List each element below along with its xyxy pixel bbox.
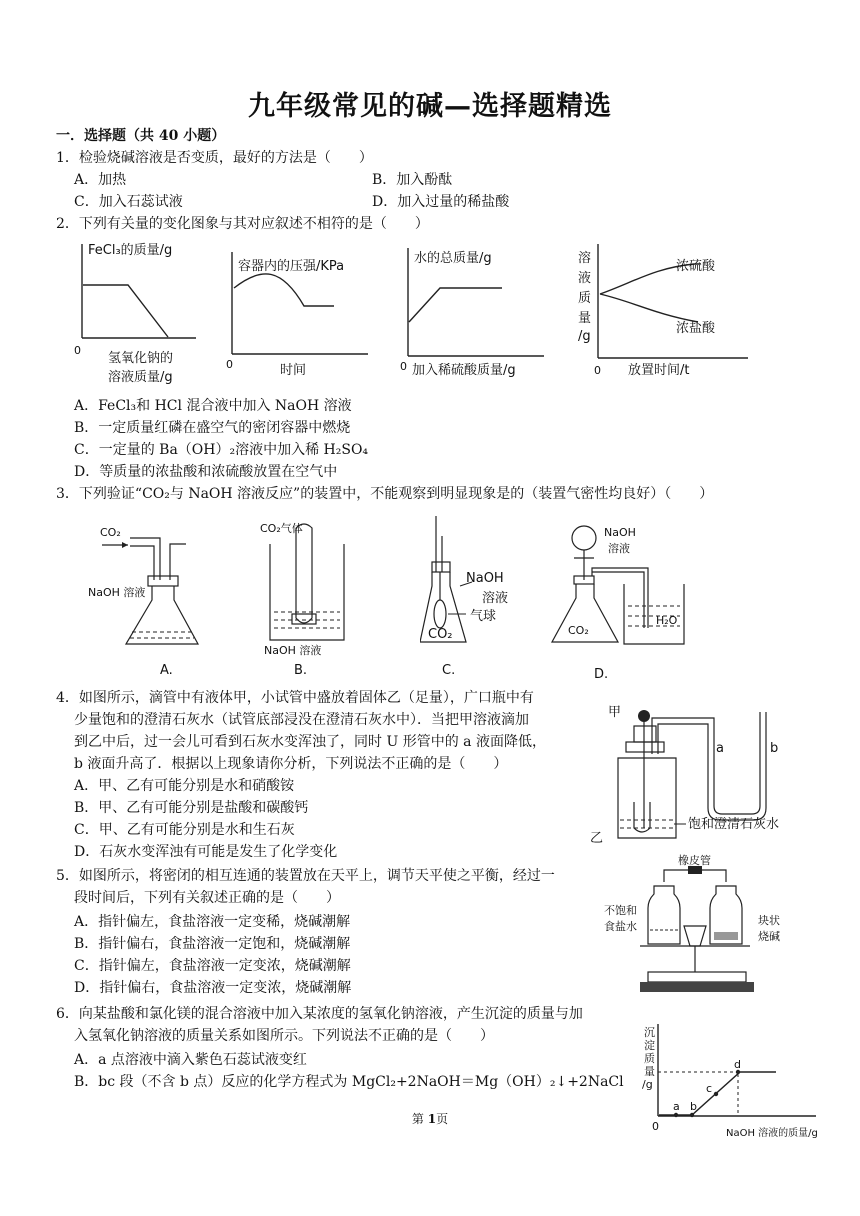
q5-right-label-1: 块状 — [758, 914, 780, 927]
q3-a-co2-label: CO₂ — [100, 526, 121, 539]
q4-option-a: A．甲、乙有可能分别是水和硝酸铵 — [74, 778, 295, 794]
q4-stem-line-3: 到乙中后，过一会儿可看到石灰水变浑浊了，同时 U 形管中的 a 液面降低， — [74, 734, 546, 750]
q2-graph-2-xlabel: 时间 — [280, 363, 307, 378]
q4-option-d: D．石灰水变浑浊有可能是发生了化学变化 — [74, 844, 338, 860]
q2-graph-4 — [574, 242, 750, 382]
q5-stem-line-1: 5．如图所示，将密闭的相互连通的装置放在天平上，调节天平使之平衡，经过一 — [56, 868, 555, 884]
q2-graph-4-ylabel-1: 溶 — [578, 251, 592, 266]
q2-graph-4-ylabel-4: 量 — [578, 311, 592, 326]
footer-suffix: 页 — [436, 1112, 449, 1126]
q1-option-a: A．加热 — [74, 172, 127, 188]
q2-option-a: A．FeCl₃和 HCl 混合液中加入 NaOH 溶液 — [74, 398, 352, 414]
q4-stem-line-1: 4．如图所示，滴管中有液体甲，小试管中盛放着固体乙（足量），广口瓶中有 — [56, 690, 534, 706]
q6-option-a: A．a 点溶液中滴入紫色石蕊试液变红 — [74, 1052, 307, 1068]
q1-stem: 1．检验烧碱溶液是否变质，最好的方法是（ ） — [56, 150, 373, 166]
q6-stem-line-1: 6．向某盐酸和氯化镁的混合溶液中加入某浓度的氢氧化钠溶液，产生沉淀的质量与加 — [56, 1006, 583, 1022]
q3-b-gas-label: CO₂气体 — [260, 522, 303, 535]
q3-a-label: A. — [160, 663, 173, 678]
footer-prefix: 第 — [411, 1112, 428, 1126]
q5-right-label-2: 烧碱 — [758, 930, 780, 943]
q2-graph-1-ylabel: FeCl₃的质量/g — [88, 243, 173, 258]
q2-graph-4-ylabel-2: 液 — [578, 271, 592, 286]
q6-origin: 0 — [652, 1120, 659, 1133]
page-number: 1 — [427, 1112, 437, 1126]
q2-graph-3-ylabel: 水的总质量/g — [414, 251, 492, 266]
q5-option-a: A．指针偏左，食盐溶液一定变稀，烧碱潮解 — [74, 914, 351, 930]
q4-option-c: C．甲、乙有可能分别是水和生石灰 — [74, 822, 295, 838]
q6-ylabel-3: 质 — [644, 1052, 655, 1065]
q3-d-co2-label: CO₂ — [568, 624, 589, 637]
q3-d-water-label: H₂O — [656, 614, 678, 627]
q2-graph-2-origin: 0 — [226, 358, 233, 371]
q3-c-naoh-label: NaOH — [466, 571, 504, 586]
q3-apparatus-d — [548, 520, 724, 680]
q1-option-d: D．加入过量的稀盐酸 — [372, 194, 510, 210]
q5-stem-line-2: 段时间后，下列有关叙述正确的是（ ） — [74, 890, 340, 906]
q4-stem-line-4: b 液面升高了．根据以上现象请你分析，下列说法不正确的是（ ） — [74, 756, 508, 772]
q5-option-d: D．指针偏右，食盐溶液一定变浓，烧碱潮解 — [74, 980, 352, 996]
q3-apparatus-a — [88, 520, 218, 680]
q6-xlabel: NaOH 溶液的质量/g — [726, 1128, 818, 1139]
q3-c-co2-label: CO₂ — [428, 627, 453, 642]
q4-stem-line-2: 少量饱和的澄清石灰水（试管底部浸没在澄清石灰水中）．当把甲溶液滴加 — [74, 712, 529, 728]
q3-b-solution-label: NaOH 溶液 — [264, 644, 322, 657]
q6-point-a-label: a — [673, 1100, 680, 1113]
q2-graph-4-line-2-label: 浓盐酸 — [676, 321, 716, 336]
q2-graph-4-ylabel-5: /g — [578, 329, 591, 344]
q3-c-label: C. — [442, 663, 456, 678]
q6-stem-line-2: 入氢氧化钠溶液的质量关系如图所示。下列说法不正确的是（ ） — [74, 1028, 494, 1044]
q2-option-d: D．等质量的浓盐酸和浓硫酸放置在空气中 — [74, 464, 338, 480]
q5-option-c: C．指针偏左，食盐溶液一定变浓，烧碱潮解 — [74, 958, 351, 974]
q3-stem: 3．下列验证“CO₂与 NaOH 溶液反应”的装置中，不能观察到明显现象是的（装置气密性均良好）（ ） — [56, 486, 714, 502]
q6-point-c-label: c — [706, 1082, 713, 1095]
q6-ylabel-4: 量 — [644, 1065, 655, 1078]
q2-graph-2 — [222, 246, 372, 378]
q4-option-b: B．甲、乙有可能分别是盐酸和碳酸钙 — [74, 800, 309, 816]
q6-ylabel-1: 沉 — [644, 1026, 655, 1039]
q6-ylabel-2: 淀 — [644, 1039, 655, 1052]
q2-graph-3-origin: 0 — [400, 360, 407, 373]
q2-graph-2-ylabel: 容器内的压强/KPa — [238, 259, 345, 274]
q3-apparatus-c — [420, 516, 520, 680]
page-title: 九年级常见的碱—选择题精选 — [248, 91, 612, 122]
q2-option-b: B．一定质量红磷在盛空气的密闭容器中燃烧 — [74, 420, 351, 436]
q2-graph-3 — [398, 244, 548, 378]
q3-c-solution-label: 溶液 — [482, 591, 509, 606]
q2-graph-1-xlabel-1: 氢氧化钠的 — [108, 351, 174, 366]
q2-option-c: C．一定量的 Ba（OH）₂溶液中加入稀 H₂SO₄ — [74, 442, 369, 458]
q5-apparatus — [600, 854, 800, 1004]
q2-stem: 2．下列有关量的变化图象与其对应叙述不相符的是（ ） — [56, 216, 429, 232]
q2-graph-4-line-1-label: 浓硫酸 — [676, 259, 716, 274]
q3-d-label: D. — [594, 667, 609, 680]
q6-point-b-label: b — [690, 1100, 697, 1113]
q6-option-b: B．bc 段（不含 b 点）反应的化学方程式为 MgCl₂+2NaOH＝Mg（OH）₂↓+2NaCl — [74, 1074, 624, 1090]
q2-graph-1-origin: 0 — [74, 344, 81, 357]
q5-left-label-1: 不饱和 — [604, 904, 637, 917]
section-heading: 一．选择题（共 40 小题） — [56, 128, 226, 144]
q4-b-label: b — [770, 741, 779, 756]
q6-ylabel-5: /g — [642, 1078, 653, 1091]
q4-a-label: a — [716, 741, 724, 756]
q2-graph-1-xlabel-2: 溶液质量/g — [108, 370, 173, 385]
q3-d-naoh-label: NaOH — [604, 526, 636, 539]
q4-jia-label: 甲 — [608, 705, 622, 720]
q2-graph-3-xlabel: 加入稀硫酸质量/g — [412, 363, 516, 378]
q4-yi-label: 乙 — [590, 831, 604, 846]
q4-lime-water-label: 饱和澄清石灰水 — [688, 817, 780, 832]
q3-a-solution-label: NaOH 溶液 — [88, 586, 146, 599]
q3-d-solution-label: 溶液 — [608, 542, 630, 555]
q2-graph-4-origin: 0 — [594, 364, 601, 377]
q4-apparatus — [590, 698, 820, 850]
q2-graph-4-xlabel: 放置时间/t — [628, 363, 690, 378]
q2-graph-4-ylabel-3: 质 — [578, 291, 592, 306]
q2-graph-1 — [70, 238, 200, 390]
q5-option-b: B．指针偏右，食盐溶液一定饱和，烧碱潮解 — [74, 936, 351, 952]
q3-b-label: B. — [294, 663, 308, 678]
q5-tube-label: 橡皮管 — [678, 854, 711, 867]
q3-apparatus-b — [256, 516, 356, 680]
q6-point-d-label: d — [734, 1058, 741, 1071]
q1-option-b: B．加入酚酞 — [372, 172, 453, 188]
page-footer — [0, 1110, 860, 1127]
q5-left-label-2: 食盐水 — [604, 920, 637, 933]
q1-option-c: C．加入石蕊试液 — [74, 194, 183, 210]
q3-c-balloon-label: 气球 — [470, 609, 497, 624]
